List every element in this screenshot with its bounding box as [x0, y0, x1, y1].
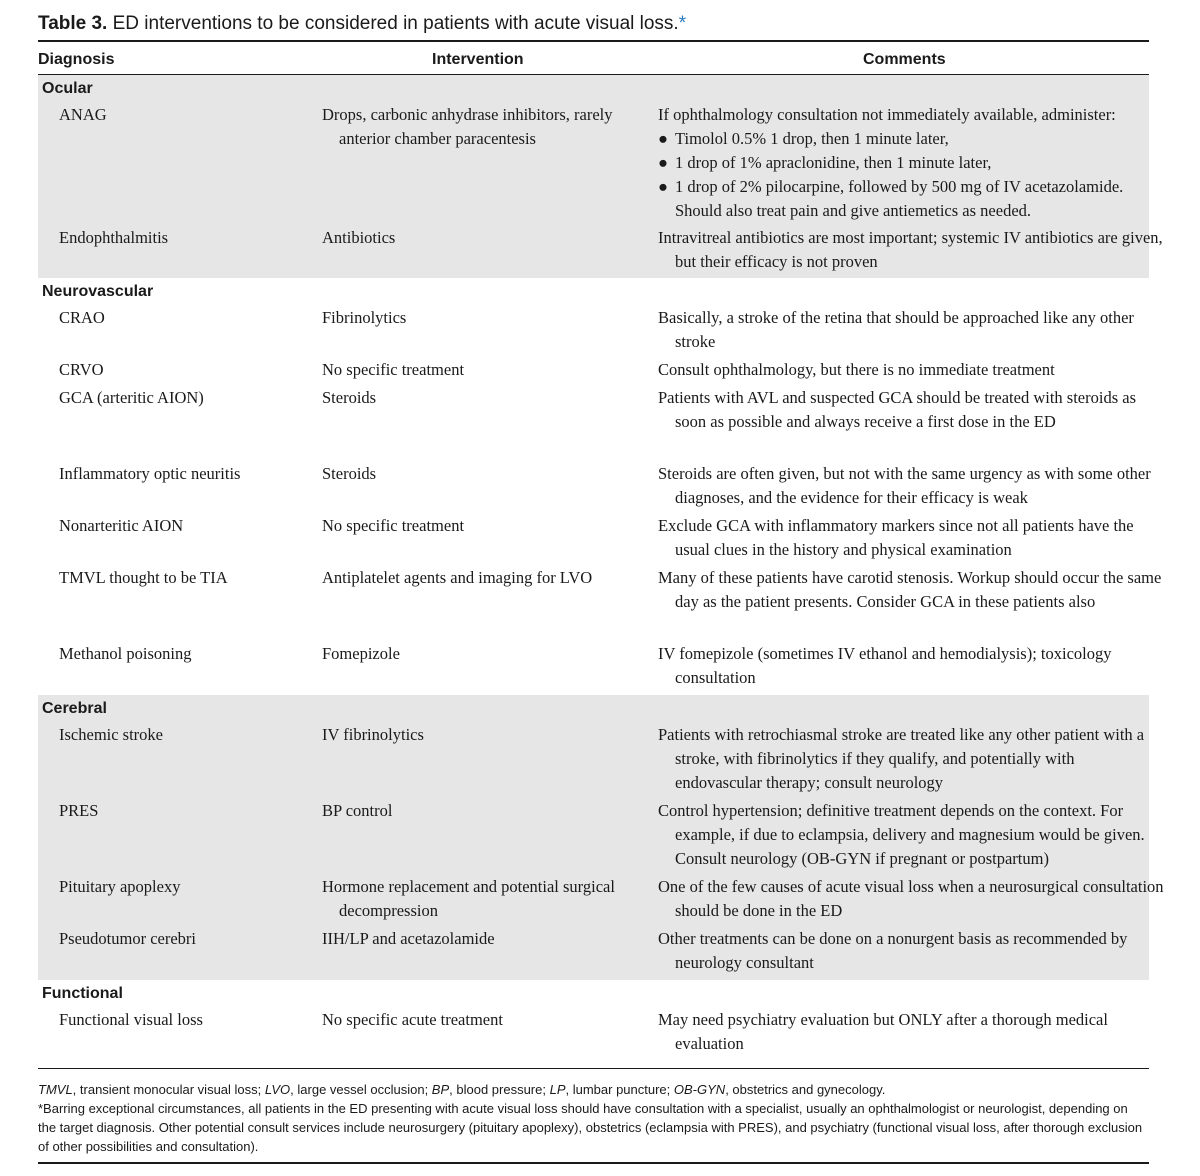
- bullet-text: 1 drop of 1% apraclonidine, then 1 minute later,: [675, 153, 992, 172]
- section-title: Neurovascular: [42, 283, 154, 300]
- bullet-item: [658, 151, 1148, 175]
- caption-footnote-marker[interactable]: *: [678, 13, 687, 34]
- comment-cell: IV fomepizole (sometimes IV ethanol and hemodialysis); toxicology consultation: [658, 644, 1112, 687]
- intervention-cell: No specific treatment: [322, 516, 465, 535]
- table-row: [38, 306, 1149, 358]
- comment-cell: May need psychiatry evaluation but ONLY after a thorough medical evaluation: [658, 1010, 1108, 1053]
- table-row: [38, 386, 1149, 462]
- comment-cell: Exclude GCA with inflammatory markers since not all patients have the usual clues in the history and physical examination: [658, 516, 1134, 559]
- table-row: [38, 799, 1149, 875]
- diagnosis-cell: TMVL thought to be TIA: [59, 568, 228, 587]
- intervention-cell: Antiplatelet agents and imaging for LVO: [322, 568, 593, 587]
- section-title: Ocular: [42, 80, 93, 97]
- intervention-cell: Hormone replacement and potential surgical decompression: [322, 877, 615, 920]
- table-row: [38, 566, 1162, 642]
- intervention-cell: BP control: [322, 801, 393, 820]
- diagnosis-cell: CRAO: [59, 308, 105, 327]
- comment-cell: Intravitreal antibiotics are most important; systemic IV antibiotics are given, but their efficacy is not proven: [658, 228, 1163, 271]
- comment-intro: If ophthalmology consultation not immediately available, administer:: [658, 105, 1116, 124]
- diagnosis-cell: Functional visual loss: [59, 1010, 203, 1029]
- header-diagnosis: Diagnosis: [38, 51, 115, 68]
- bullet-text: 1 drop of 2% pilocarpine, followed by 500 mg of IV acetazolamide.: [675, 177, 1124, 196]
- bullet-item: [658, 175, 1148, 199]
- comment-cell: Patients with retrochiasmal stroke are treated like any other patient with a stroke, with fibrinolytics if they qualify, and potentially with endovascular therapy; consult neurology: [658, 725, 1145, 792]
- table-row: [38, 642, 1149, 694]
- table-row: [38, 875, 1164, 927]
- bottom-rule: [38, 1162, 1149, 1164]
- table-figure: [38, 0, 1164, 1062]
- section-title: Cerebral: [42, 700, 107, 717]
- table-row: [38, 514, 1149, 566]
- table-row: [38, 103, 1149, 226]
- bullet-text: Timolol 0.5% 1 drop, then 1 minute later,: [675, 129, 949, 148]
- intervention-cell: Steroids: [322, 388, 377, 407]
- table-row: [38, 1008, 1149, 1060]
- intervention-cell: Drops, carbonic anhydrase inhibitors, rarely anterior chamber paracentesis: [322, 105, 613, 148]
- table-row: [38, 226, 1163, 278]
- caption-text: ED interventions to be considered in patients with acute visual loss.: [107, 13, 679, 34]
- comment-cell: Patients with AVL and suspected GCA should be treated with steroids as soon as possible and always receive a first dose in the ED: [658, 388, 1136, 431]
- intervention-cell: Fomepizole: [322, 644, 400, 663]
- diagnosis-cell: Pituitary apoplexy: [59, 877, 181, 896]
- section-title: Functional: [42, 985, 123, 1002]
- header-intervention: Intervention: [432, 51, 524, 68]
- comment-tail: Should also treat pain and give antiemetics as needed.: [675, 201, 1032, 220]
- table-row: [38, 462, 1149, 514]
- table-row: [38, 358, 1149, 386]
- intervention-cell: IIH/LP and acetazolamide: [322, 929, 495, 948]
- intervention-cell: IV fibrinolytics: [322, 725, 424, 744]
- comment-cell: Steroids are often given, but not with the same urgency as with some other diagnoses, and the evidence for their efficacy is weak: [658, 464, 1151, 507]
- bullet-icon: ●: [658, 129, 668, 148]
- intervention-cell: Antibiotics: [322, 228, 396, 247]
- bullet-icon: ●: [658, 153, 668, 172]
- comment-cell: One of the few causes of acute visual loss when a neurosurgical consultation should be done in the ED: [658, 877, 1164, 920]
- caption-label: Table 3.: [38, 13, 108, 34]
- bullet-icon: ●: [658, 177, 668, 196]
- diagnosis-cell: CRVO: [59, 360, 104, 379]
- diagnosis-cell: Methanol poisoning: [59, 644, 192, 663]
- header-comments: Comments: [863, 51, 946, 68]
- table-row: [38, 723, 1149, 799]
- diagnosis-cell: Nonarteritic AION: [59, 516, 184, 535]
- diagnosis-cell: Ischemic stroke: [59, 725, 164, 744]
- diagnosis-cell: PRES: [59, 801, 99, 820]
- diagnosis-cell: Pseudotumor cerebri: [59, 929, 197, 948]
- intervention-cell: No specific acute treatment: [322, 1010, 503, 1029]
- table-header: [38, 42, 1149, 74]
- section-neurovascular: [38, 278, 1162, 695]
- diagnosis-cell: GCA (arteritic AION): [59, 388, 204, 407]
- bullet-item: [658, 127, 1148, 151]
- intervention-cell: Fibrinolytics: [322, 308, 407, 327]
- intervention-cell: Steroids: [322, 464, 377, 483]
- comment-cell: Consult ophthalmology, but there is no immediate treatment: [658, 360, 1055, 379]
- comment-cell: Many of these patients have carotid stenosis. Workup should occur the same day as the patient presents. Consider GCA in these patients also: [658, 568, 1162, 611]
- table-row: [38, 927, 1149, 979]
- intervention-cell: No specific treatment: [322, 360, 465, 379]
- section-functional: [38, 980, 1149, 1062]
- comment-cell: Other treatments can be done on a nonurgent basis as recommended by neurology consultant: [658, 929, 1128, 972]
- section-cerebral: [38, 695, 1164, 980]
- table-caption: [38, 10, 1149, 38]
- diagnosis-cell: Inflammatory optic neuritis: [59, 464, 241, 483]
- abbreviations: TMVL, transient monocular visual loss; LVO, large vessel occlusion; BP, blood pressure; LP, lumbar puncture; OB-GYN, obstetrics and gynecology.: [38, 1082, 886, 1097]
- comment-cell: Control hypertension; definitive treatment depends on the context. For example, if due to eclampsia, delivery and magnesium would be given. Consult neurology (OB-GYN if pregnant or postpartum): [658, 801, 1145, 868]
- comment-cell: Basically, a stroke of the retina that should be approached like any other stroke: [658, 308, 1134, 351]
- section-ocular: [38, 75, 1163, 278]
- footnote-rule: [38, 1068, 1149, 1069]
- footnote-note: *Barring exceptional circumstances, all patients in the ED presenting with acute visual loss should have consultation with a specialist, usually an ophthalmologist or neurologist, depending on the target diagnosis. Other potential consult services include neurosurgery (pituitary apoplexy), obstetrics (eclampsia with PRES), and psychiatry (functional visual loss, after thorough exclusion of other possibilities and consultation).: [38, 1101, 1143, 1154]
- diagnosis-cell: Endophthalmitis: [59, 228, 169, 247]
- diagnosis-cell: ANAG: [59, 105, 107, 124]
- comment-cell: [658, 103, 1148, 223]
- table-footnotes: [38, 1080, 1149, 1156]
